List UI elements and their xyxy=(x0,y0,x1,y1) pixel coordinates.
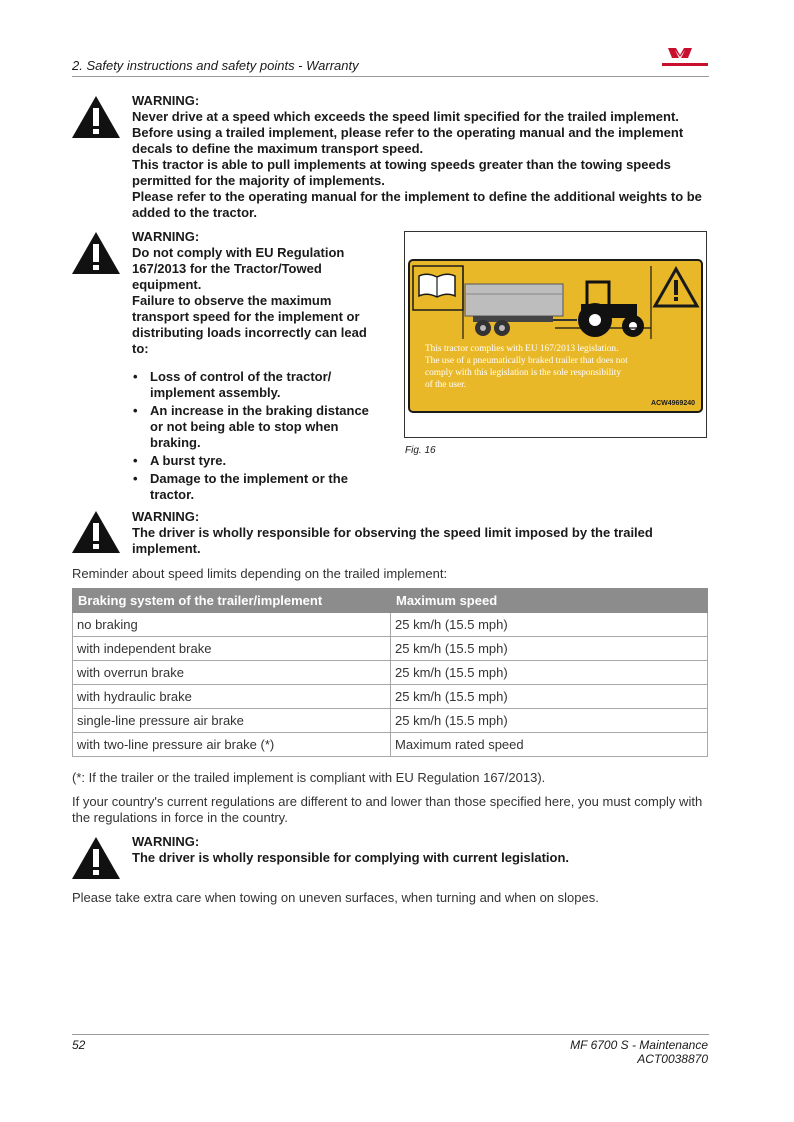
list-item: • An increase in the braking distance or not being able to stop when braking. xyxy=(132,403,380,451)
warning-block-3 xyxy=(132,509,702,557)
warning-block-4 xyxy=(132,834,702,866)
table-row xyxy=(73,613,708,637)
warning-line: Failure to observe the maximum transport speed for the implement or distributing loads incorrectly can lead to: xyxy=(132,293,367,356)
table-row xyxy=(73,685,708,709)
warning-line: Do not comply with EU Regulation 167/2013 for the Tractor/Towed equipment. xyxy=(132,245,345,292)
warning-title: WARNING: xyxy=(132,229,200,244)
warning-line: This tractor is able to pull implements at towing speeds greater than the towing speeds permitted for the majority of implements. xyxy=(132,157,671,188)
reminder-text: Reminder about speed limits depending on the trailed implement: xyxy=(72,566,448,581)
braking-system-cell: single-line pressure air brake xyxy=(73,709,391,733)
max-speed-cell: Maximum rated speed xyxy=(391,733,708,757)
warning-block-2 xyxy=(132,229,380,505)
column-header: Maximum speed xyxy=(391,589,708,613)
footer-divider xyxy=(72,1034,709,1035)
decal-code: ACW4969240 xyxy=(651,400,695,407)
table-row xyxy=(73,661,708,685)
column-header: Braking system of the trailer/implement xyxy=(73,589,391,613)
decal-text-line: The use of a pneumatically braked trailer that does not xyxy=(425,356,628,366)
list-item: • Loss of control of the tractor/ implement assembly. xyxy=(132,369,380,401)
footer-info xyxy=(570,1038,708,1066)
section-title: 2. Safety instructions and safety points - Warranty xyxy=(72,58,359,73)
manual-book-icon xyxy=(413,266,463,310)
list-item: • Damage to the implement or the tractor. xyxy=(132,471,380,503)
braking-system-cell: no braking xyxy=(73,613,391,637)
warning-icon xyxy=(71,95,121,139)
warning-block-1 xyxy=(132,93,712,221)
decal-text-line: of the user. xyxy=(425,380,467,390)
max-speed-cell: 25 km/h (15.5 mph) xyxy=(391,709,708,733)
table-row xyxy=(73,733,708,757)
max-speed-cell: 25 km/h (15.5 mph) xyxy=(391,613,708,637)
manual-title: MF 6700 S - Maintenance xyxy=(570,1038,708,1052)
braking-system-cell: with two-line pressure air brake (*) xyxy=(73,733,391,757)
decal-text-line: comply with this legislation is the sole responsibility xyxy=(425,368,621,378)
warning-line: Please refer to the operating manual for the implement to define the additional weights to be added to the tractor. xyxy=(132,189,702,220)
warning-line: Never drive at a speed which exceeds the speed limit specified for the trailed implement. xyxy=(132,109,679,124)
page-number: 52 xyxy=(72,1038,86,1052)
warning-icon xyxy=(71,231,121,275)
footnote-text: (*: If the trailer or the trailed implement is compliant with EU Regulation 167/2013). xyxy=(72,770,546,785)
consequence-list xyxy=(132,369,380,503)
warning-title: WARNING: xyxy=(132,93,200,108)
document-code: ACT0038870 xyxy=(637,1052,708,1066)
list-item: • A burst tyre. xyxy=(132,453,380,469)
max-speed-cell: 25 km/h (15.5 mph) xyxy=(391,685,708,709)
braking-system-cell: with hydraulic brake xyxy=(73,685,391,709)
closing-text: Please take extra care when towing on uneven surfaces, when turning and when on slopes. xyxy=(72,890,599,905)
max-speed-cell: 25 km/h (15.5 mph) xyxy=(391,661,708,685)
warning-line: Before using a trailed implement, please refer to the operating manual and the implement decals to define the maximum transport speed. xyxy=(132,125,684,156)
warning-title: WARNING: xyxy=(132,509,200,524)
table-row xyxy=(73,709,708,733)
table-row xyxy=(73,637,708,661)
table-header-row xyxy=(73,589,708,613)
warning-line: The driver is wholly responsible for observing the speed limit imposed by the trailed implement. xyxy=(132,525,653,556)
figure-frame xyxy=(404,231,707,438)
header-divider xyxy=(72,76,709,77)
decal-text-line: This tractor complies with EU 167/2013 legislation. xyxy=(425,344,619,354)
regulation-text: If your country's current regulations are different to and lower than those specified here, you must comply with the regulations in force in the country. xyxy=(72,794,703,825)
warning-icon xyxy=(71,510,121,554)
braking-system-cell: with independent brake xyxy=(73,637,391,661)
eu-compliance-decal xyxy=(405,232,706,437)
warning-title: WARNING: xyxy=(132,834,200,849)
max-speed-cell: 25 km/h (15.5 mph) xyxy=(391,637,708,661)
warning-line: The driver is wholly responsible for complying with current legislation. xyxy=(132,850,570,865)
warning-icon xyxy=(71,836,121,880)
figure-caption: Fig. 16 xyxy=(405,445,436,456)
massey-ferguson-logo xyxy=(660,46,710,70)
speed-limit-table xyxy=(72,588,708,757)
braking-system-cell: with overrun brake xyxy=(73,661,391,685)
